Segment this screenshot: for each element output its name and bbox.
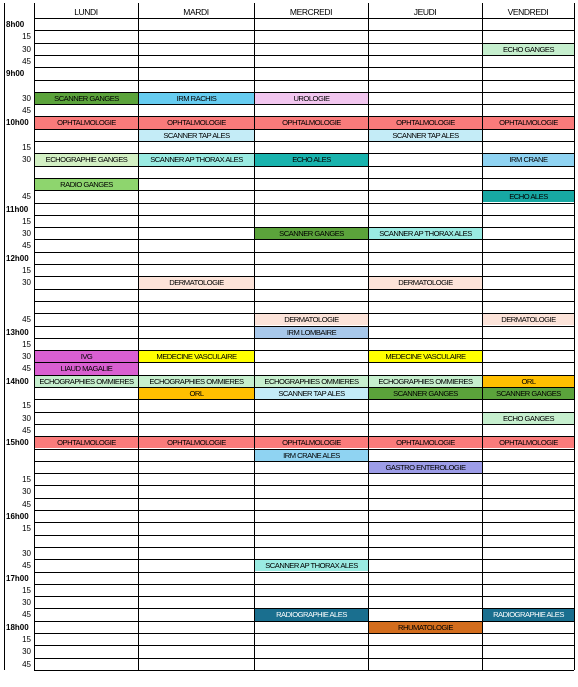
row-divider <box>34 104 574 105</box>
appointment-block[interactable]: IRM CRANE ALES <box>255 450 368 461</box>
appointment-block[interactable]: OPHTALMOLOGIE <box>255 117 368 128</box>
appointment-block[interactable]: OPHTALMOLOGIE <box>35 437 138 448</box>
appointment-block[interactable]: DERMATOLOGIE <box>483 314 574 325</box>
hour-label: 10h00 <box>6 118 29 128</box>
appointment-block[interactable]: ECHO GANGES <box>483 44 574 55</box>
minute-label: 30 <box>22 647 31 657</box>
sheet-left-border <box>4 3 5 670</box>
row-divider <box>34 547 574 548</box>
appointment-block[interactable]: DERMATOLOGIE <box>139 277 254 288</box>
appointment-block[interactable]: OPHTALMOLOGIE <box>369 117 482 128</box>
minute-label: 15 <box>22 216 31 226</box>
row-divider <box>34 621 574 622</box>
appointment-block[interactable]: DERMATOLOGIE <box>369 277 482 288</box>
weekly-schedule-grid <box>4 3 574 675</box>
row-divider <box>34 670 574 671</box>
appointment-block[interactable]: SCANNER GANGES <box>369 388 482 399</box>
minute-label: 45 <box>22 364 31 374</box>
row-divider <box>34 424 574 425</box>
appointment-block[interactable]: ECHOGRAPHIE GANGES <box>35 154 138 165</box>
minute-label: 30 <box>22 44 31 54</box>
appointment-block[interactable]: MEDECINE VASCULAIRE <box>139 351 254 362</box>
minute-label: 15 <box>22 401 31 411</box>
hour-label: 11h00 <box>6 204 29 214</box>
hour-label: 18h00 <box>6 622 29 632</box>
minute-label: 30 <box>22 229 31 239</box>
row-divider <box>34 30 574 31</box>
appointment-block[interactable]: SCANNER AP THORAX ALES <box>255 560 368 571</box>
appointment-block[interactable]: ECHO GANGES <box>483 413 574 424</box>
column-divider <box>574 3 575 670</box>
minute-label: 30 <box>22 548 31 558</box>
day-header-vendredi: VENDREDI <box>507 7 549 17</box>
appointment-block[interactable]: SCANNER TAP ALES <box>255 388 368 399</box>
row-divider <box>34 522 574 523</box>
minute-label: 45 <box>22 425 31 435</box>
appointment-block[interactable]: SCANNER AP THORAX ALES <box>139 154 254 165</box>
minute-label: 30 <box>22 352 31 362</box>
row-divider <box>34 645 574 646</box>
appointment-block[interactable]: IRM CRANE <box>483 154 574 165</box>
minute-label: 30 <box>22 413 31 423</box>
appointment-block[interactable]: SCANNER GANGES <box>35 93 138 104</box>
row-divider <box>34 596 574 597</box>
row-divider <box>34 252 574 253</box>
row-divider <box>34 572 574 573</box>
appointment-block[interactable]: GASTRO ENTEROLOGIE <box>369 462 482 473</box>
row-divider <box>34 166 574 167</box>
row-divider <box>34 399 574 400</box>
appointment-block[interactable]: OPHTALMOLOGIE <box>483 437 574 448</box>
minute-label: 45 <box>22 610 31 620</box>
hour-label: 15h00 <box>6 438 29 448</box>
appointment-block[interactable]: MEDECINE VASCULAIRE <box>369 351 482 362</box>
minute-label: 45 <box>22 56 31 66</box>
hour-label: 17h00 <box>6 573 29 583</box>
appointment-block[interactable]: OPHTALMOLOGIE <box>139 437 254 448</box>
hour-label: 14h00 <box>6 376 29 386</box>
appointment-block[interactable]: OPHTALMOLOGIE <box>139 117 254 128</box>
row-divider <box>34 289 574 290</box>
minute-label: 45 <box>22 659 31 669</box>
appointment-block[interactable]: ECHO ALES <box>483 191 574 202</box>
minute-label: 45 <box>22 315 31 325</box>
appointment-block[interactable]: OPHTALMOLOGIE <box>255 437 368 448</box>
appointment-block[interactable]: DERMATOLOGIE <box>255 314 368 325</box>
hour-label: 8h00 <box>6 20 25 29</box>
day-header-jeudi: JEUDI <box>413 7 437 17</box>
hour-label: 16h00 <box>6 512 29 521</box>
minute-label: 30 <box>22 155 31 165</box>
minute-label: 30 <box>22 278 31 288</box>
row-divider <box>34 485 574 486</box>
row-divider <box>34 584 574 585</box>
row-divider <box>34 535 574 536</box>
minute-label: 15 <box>22 585 31 595</box>
column-divider <box>482 3 483 670</box>
row-divider <box>34 301 574 302</box>
appointment-block[interactable]: ECHOGRAPHIES OMMIERES <box>139 376 254 387</box>
appointment-block[interactable]: SCANNER GANGES <box>255 228 368 239</box>
appointment-block[interactable]: ECHOGRAPHIES OMMIERES <box>35 376 138 387</box>
day-header-mardi: MARDI <box>183 7 209 17</box>
appointment-block[interactable]: RADIOGRAPHIE ALES <box>483 609 574 620</box>
minute-label: 15 <box>22 475 31 485</box>
row-divider <box>34 473 574 474</box>
appointment-block[interactable]: LIAUD MAGALIE <box>35 363 138 374</box>
row-divider <box>34 264 574 265</box>
minute-label: 15 <box>22 143 31 152</box>
appointment-block[interactable]: OPHTALMOLOGIE <box>369 437 482 448</box>
row-divider <box>34 510 574 511</box>
appointment-block[interactable]: ECHO ALES <box>255 154 368 165</box>
appointment-block[interactable]: ORL <box>483 376 574 387</box>
appointment-block[interactable]: SCANNER TAP ALES <box>139 130 254 141</box>
appointment-block[interactable]: RHUMATOLOGIE <box>369 622 482 633</box>
row-divider <box>34 633 574 634</box>
minute-label: 45 <box>22 106 31 116</box>
appointment-block[interactable]: RADIOGRAPHIE ALES <box>255 609 368 620</box>
minute-label: 45 <box>22 192 31 202</box>
minute-label: 15 <box>22 635 31 644</box>
appointment-block[interactable]: SCANNER TAP ALES <box>369 130 482 141</box>
minute-label: 45 <box>22 241 31 251</box>
minute-label: 15 <box>22 32 31 42</box>
appointment-block[interactable]: ECHOGRAPHIES OMMIERES <box>369 376 482 387</box>
row-divider <box>34 498 574 499</box>
appointment-block[interactable]: SCANNER AP THORAX ALES <box>369 228 482 239</box>
appointment-block[interactable]: IVG <box>35 351 138 362</box>
appointment-block[interactable]: OPHTALMOLOGIE <box>35 117 138 128</box>
minute-label: 45 <box>22 499 31 509</box>
minute-label: 15 <box>22 339 31 349</box>
row-divider <box>34 338 574 339</box>
appointment-block[interactable]: ECHOGRAPHIES OMMIERES <box>255 376 368 387</box>
minute-label: 30 <box>22 93 31 103</box>
row-divider <box>34 55 574 56</box>
appointment-block[interactable]: IRM LOMBAIRE <box>255 327 368 338</box>
row-divider <box>34 215 574 216</box>
appointment-block[interactable]: SCANNER GANGES <box>483 388 574 399</box>
minute-label: 15 <box>22 266 31 275</box>
day-header-lundi: LUNDI <box>74 7 98 17</box>
minute-label: 30 <box>22 598 31 608</box>
hour-label: 12h00 <box>6 253 29 263</box>
row-divider <box>34 658 574 659</box>
row-divider <box>34 276 574 277</box>
day-header-mercredi: MERCREDI <box>289 7 333 17</box>
row-divider <box>34 18 574 19</box>
row-divider <box>34 129 574 130</box>
appointment-block[interactable]: IRM RACHIS <box>139 93 254 104</box>
hour-label: 13h00 <box>6 327 29 337</box>
appointment-block[interactable]: RADIO GANGES <box>35 179 138 190</box>
minute-label: 15 <box>22 524 31 534</box>
row-divider <box>34 141 574 142</box>
row-divider <box>34 67 574 68</box>
appointment-block[interactable]: OPHTALMOLOGIE <box>483 117 574 128</box>
minute-label: 45 <box>22 561 31 571</box>
appointment-block[interactable]: ORL <box>139 388 254 399</box>
appointment-block[interactable]: UROLOGIE <box>255 93 368 104</box>
row-divider <box>34 239 574 240</box>
row-divider <box>34 80 574 81</box>
row-divider <box>34 461 574 462</box>
minute-label: 30 <box>22 487 31 497</box>
column-divider <box>368 3 369 670</box>
hour-label: 9h00 <box>6 69 25 79</box>
row-divider <box>34 203 574 204</box>
